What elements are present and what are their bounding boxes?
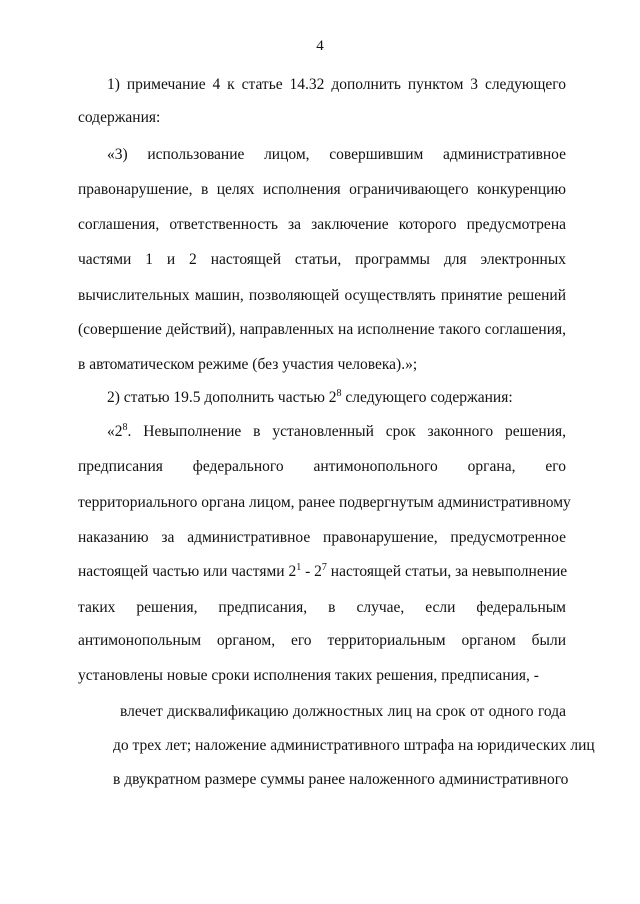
paragraph-line: в автоматическом режиме (без участия человека).»; bbox=[78, 356, 418, 373]
paragraph-line: установлены новые сроки исполнения таких решения, предписания, - bbox=[78, 667, 539, 684]
paragraph-line: настоящей частью или частями $2^1 - 2^7$ настоящей статьи, за невыполнение bbox=[78, 562, 568, 580]
page-number: 4 bbox=[316, 38, 324, 54]
superscript: 8 bbox=[122, 422, 128, 433]
paragraph-line: соглашения, ответственность за заключение которого предусмотрена bbox=[78, 216, 566, 233]
paragraph-line: территориального органа лицом, ранее подвергнутым административному bbox=[78, 494, 571, 511]
paragraph-line: «3) использование лицом, совершившим административное bbox=[107, 146, 566, 163]
paragraph-line: до трех лет; наложение административного штрафа на юридических лиц bbox=[113, 737, 595, 754]
superscript: 7 bbox=[321, 562, 327, 573]
paragraph-line: предписания федерального антимонопольного органа, его bbox=[78, 458, 566, 475]
paragraph-line: 2) статью 19.5 дополнить частью $2^8$ следующего содержания: bbox=[107, 388, 513, 406]
paragraph-line: «$2^8$. Невыполнение в установленный срок законного решения, bbox=[107, 422, 566, 440]
paragraph-line: влечет дисквалификацию должностных лиц на срок от одного года bbox=[120, 703, 566, 720]
paragraph-line: содержания: bbox=[78, 109, 161, 126]
paragraph-line: наказанию за административное правонарушение, предусмотренное bbox=[78, 529, 566, 546]
paragraph-line: антимонопольным органом, его территориальным органом были bbox=[78, 632, 566, 649]
superscript: 8 bbox=[336, 388, 342, 399]
paragraph-line: вычислительных машин, позволяющей осуществлять принятие решений bbox=[78, 287, 566, 304]
paragraph-line: (совершение действий), направленных на исполнение такого соглашения, bbox=[78, 321, 566, 338]
paragraph-line: 1) примечание 4 к статье 14.32 дополнить пунктом 3 следующего bbox=[107, 76, 566, 93]
paragraph-line: в двукратном размере суммы ранее наложенного административного bbox=[113, 771, 569, 788]
superscript: 1 bbox=[296, 562, 302, 573]
paragraph-line: таких решения, предписания, в случае, если федеральным bbox=[78, 599, 566, 616]
paragraph-line: правонарушение, в целях исполнения ограничивающего конкуренцию bbox=[78, 181, 566, 198]
paragraph-line: частями 1 и 2 настоящей статьи, программы для электронных bbox=[78, 251, 566, 268]
